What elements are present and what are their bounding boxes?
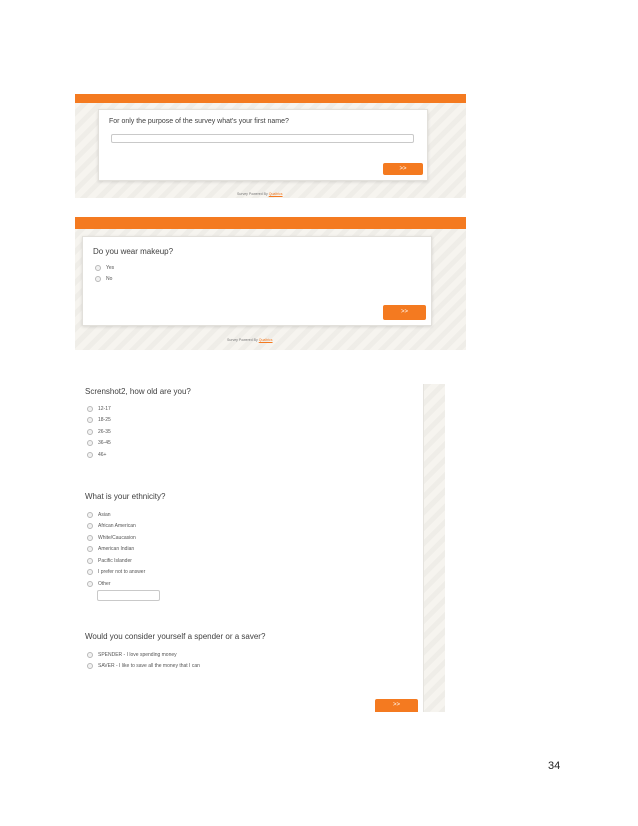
qualtrics-link[interactable]: Qualtrics (258, 338, 273, 342)
radio-button[interactable] (87, 440, 93, 446)
radio-button[interactable] (87, 652, 93, 658)
option-yes[interactable] (95, 265, 114, 271)
option-label: Pacific Islander (98, 558, 132, 564)
radio-button[interactable] (87, 569, 93, 575)
age-option[interactable] (87, 417, 111, 423)
ethnicity-option[interactable] (87, 546, 134, 552)
ethnicity-option[interactable] (87, 512, 111, 518)
radio-button[interactable] (95, 265, 101, 271)
saver-option[interactable] (87, 663, 200, 669)
page-number: 34 (548, 760, 561, 772)
question-card (98, 109, 428, 181)
age-option[interactable] (87, 406, 111, 412)
age-option[interactable] (87, 440, 111, 446)
radio-button[interactable] (87, 558, 93, 564)
survey-header-bar (75, 217, 466, 229)
radio-button[interactable] (87, 546, 93, 552)
qualtrics-link[interactable]: Qualtrics (268, 192, 283, 196)
ethnicity-option[interactable] (87, 581, 111, 587)
survey-screenshot-1 (75, 94, 466, 198)
next-button[interactable]: >> (383, 305, 426, 320)
survey-header-bar (75, 94, 466, 103)
ethnicity-option[interactable] (87, 523, 136, 529)
option-label: 12-17 (98, 406, 111, 412)
question-text: For only the purpose of the survey what's your first name? (109, 118, 289, 125)
radio-button[interactable] (87, 429, 93, 435)
radio-button[interactable] (87, 512, 93, 518)
option-label: 36-45 (98, 440, 111, 446)
option-label: Yes (106, 265, 115, 271)
radio-button[interactable] (87, 523, 93, 529)
age-option[interactable] (87, 429, 111, 435)
ethnicity-option[interactable] (87, 535, 136, 541)
first-name-input[interactable] (111, 134, 414, 143)
age-option[interactable] (87, 452, 106, 458)
question-text: Do you wear makeup? (93, 247, 174, 256)
radio-button[interactable] (87, 452, 93, 458)
next-button[interactable]: >> (383, 163, 423, 175)
option-label: SPENDER - I love spending money (98, 652, 177, 658)
option-label: Asian (98, 512, 111, 518)
footer-text: Survey Powered By (227, 338, 258, 342)
radio-button[interactable] (87, 417, 93, 423)
ethnicity-option[interactable] (87, 558, 132, 564)
option-label: White/Caucasion (98, 535, 136, 541)
radio-button[interactable] (95, 276, 101, 282)
survey-footer (237, 192, 283, 196)
question-card (82, 236, 432, 326)
right-side-panel (423, 384, 445, 712)
option-label: No (106, 276, 113, 282)
survey-screenshot-3 (75, 384, 445, 712)
age-question: Screnshot2, how old are you? (85, 387, 191, 396)
option-no[interactable] (95, 276, 112, 282)
radio-button[interactable] (87, 581, 93, 587)
spender-question: Would you consider yourself a spender or a saver? (85, 632, 266, 641)
survey-screenshot-2 (75, 217, 466, 350)
ethnicity-option[interactable] (87, 569, 145, 575)
option-label: SAVER - I like to save all the money that I can (98, 663, 200, 669)
option-label: 18-25 (98, 417, 111, 423)
spender-option[interactable] (87, 652, 177, 658)
footer-text: Survey Powered By (237, 192, 268, 196)
option-label: Other (98, 581, 111, 587)
survey-footer (227, 338, 273, 342)
radio-button[interactable] (87, 663, 93, 669)
option-label: 26-35 (98, 429, 111, 435)
option-label: 46+ (98, 452, 107, 458)
other-ethnicity-input[interactable] (97, 590, 160, 601)
option-label: American Indian (98, 546, 135, 552)
option-label: African American (98, 523, 136, 529)
radio-button[interactable] (87, 535, 93, 541)
next-button[interactable]: >> (375, 699, 418, 712)
radio-button[interactable] (87, 406, 93, 412)
ethnicity-question: What is your ethnicity? (85, 492, 166, 501)
option-label: I prefer not to answer (98, 569, 146, 575)
